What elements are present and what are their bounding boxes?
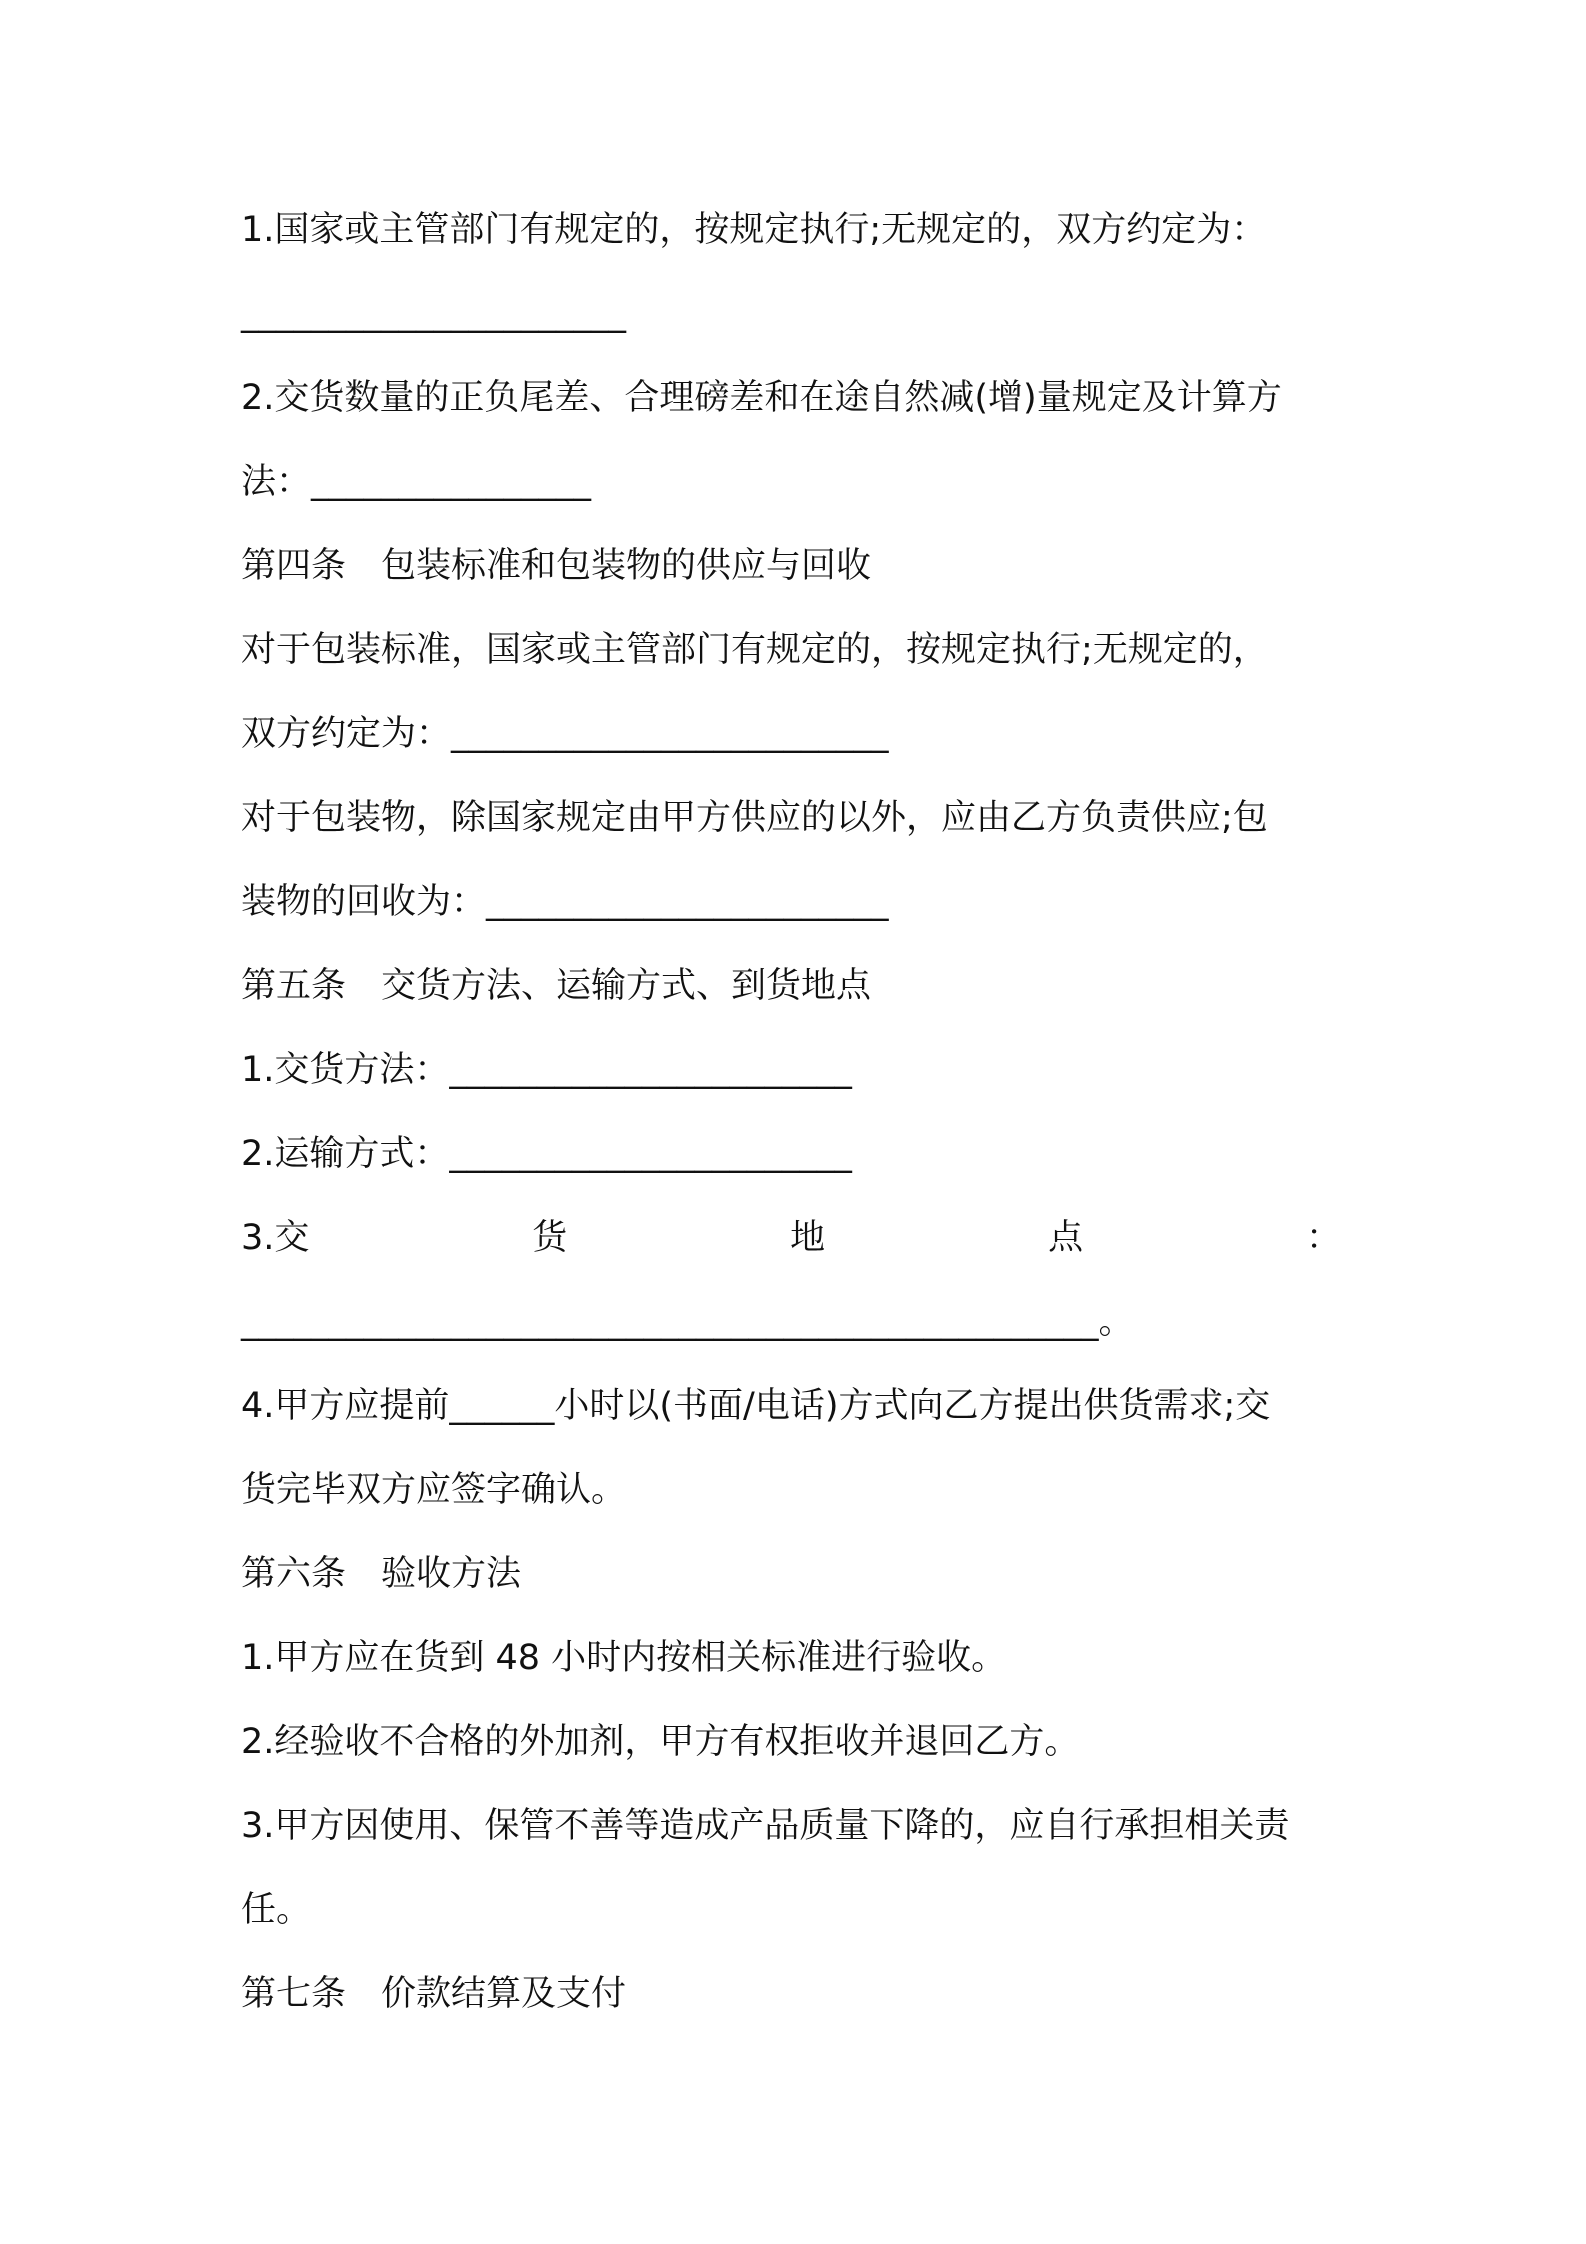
article-6-heading: 第六条 验收方法 xyxy=(241,1554,522,1594)
delivery-location-line xyxy=(241,1196,1341,1280)
document-page xyxy=(241,188,1361,2036)
paragraph-line: 2.经验收不合格的外加剂，甲方有权拒收并退回乙方。 xyxy=(241,1722,1080,1762)
paragraph-line: 对于包装标准，国家或主管部门有规定的，按规定执行;无规定的， xyxy=(241,630,1268,670)
paragraph-line: 2.运输方式：_______________________ xyxy=(241,1134,852,1174)
paragraph-line: 3.甲方因使用、保管不善等造成产品质量下降的，应自行承担相关责 xyxy=(241,1806,1290,1846)
paragraph-line: 法：________________ xyxy=(241,462,592,502)
paragraph-line: 对于包装物，除国家规定由甲方供应的以外，应由乙方负责供应;包 xyxy=(241,798,1268,838)
paragraph-line: 4.甲方应提前______小时以(书面/电话)方式向乙方提出供货需求;交 xyxy=(241,1386,1271,1426)
blank-line: _________________________________________________。 xyxy=(241,1302,1134,1342)
paragraph-line: 货完毕双方应签字确认。 xyxy=(241,1470,627,1510)
article-7-heading: 第七条 价款结算及支付 xyxy=(241,1974,627,2014)
paragraph-line: 任。 xyxy=(241,1890,312,1930)
spread-segment: 货 xyxy=(532,1218,568,1258)
paragraph-line: 1.甲方应在货到 48 小时内按相关标准进行验收。 xyxy=(241,1638,1007,1678)
paragraph-line: 2.交货数量的正负尾差、合理磅差和在途自然减(增)量规定及计算方 xyxy=(241,378,1282,418)
paragraph-line: 1.交货方法：_______________________ xyxy=(241,1050,852,1090)
spread-segment: ： xyxy=(1305,1218,1341,1258)
spread-segment: 3.交 xyxy=(241,1218,310,1258)
article-5-heading: 第五条 交货方法、运输方式、到货地点 xyxy=(241,966,872,1006)
paragraph-line: 双方约定为：_________________________ xyxy=(241,714,889,754)
article-4-heading: 第四条 包装标准和包装物的供应与回收 xyxy=(241,546,872,586)
paragraph-line: 装物的回收为：_______________________ xyxy=(241,882,889,922)
paragraph-line: 1.国家或主管部门有规定的，按规定执行;无规定的，双方约定为： xyxy=(241,210,1267,250)
blank-line: ______________________ xyxy=(241,294,626,334)
spread-segment: 地 xyxy=(790,1218,826,1258)
spread-segment: 点 xyxy=(1048,1218,1084,1258)
